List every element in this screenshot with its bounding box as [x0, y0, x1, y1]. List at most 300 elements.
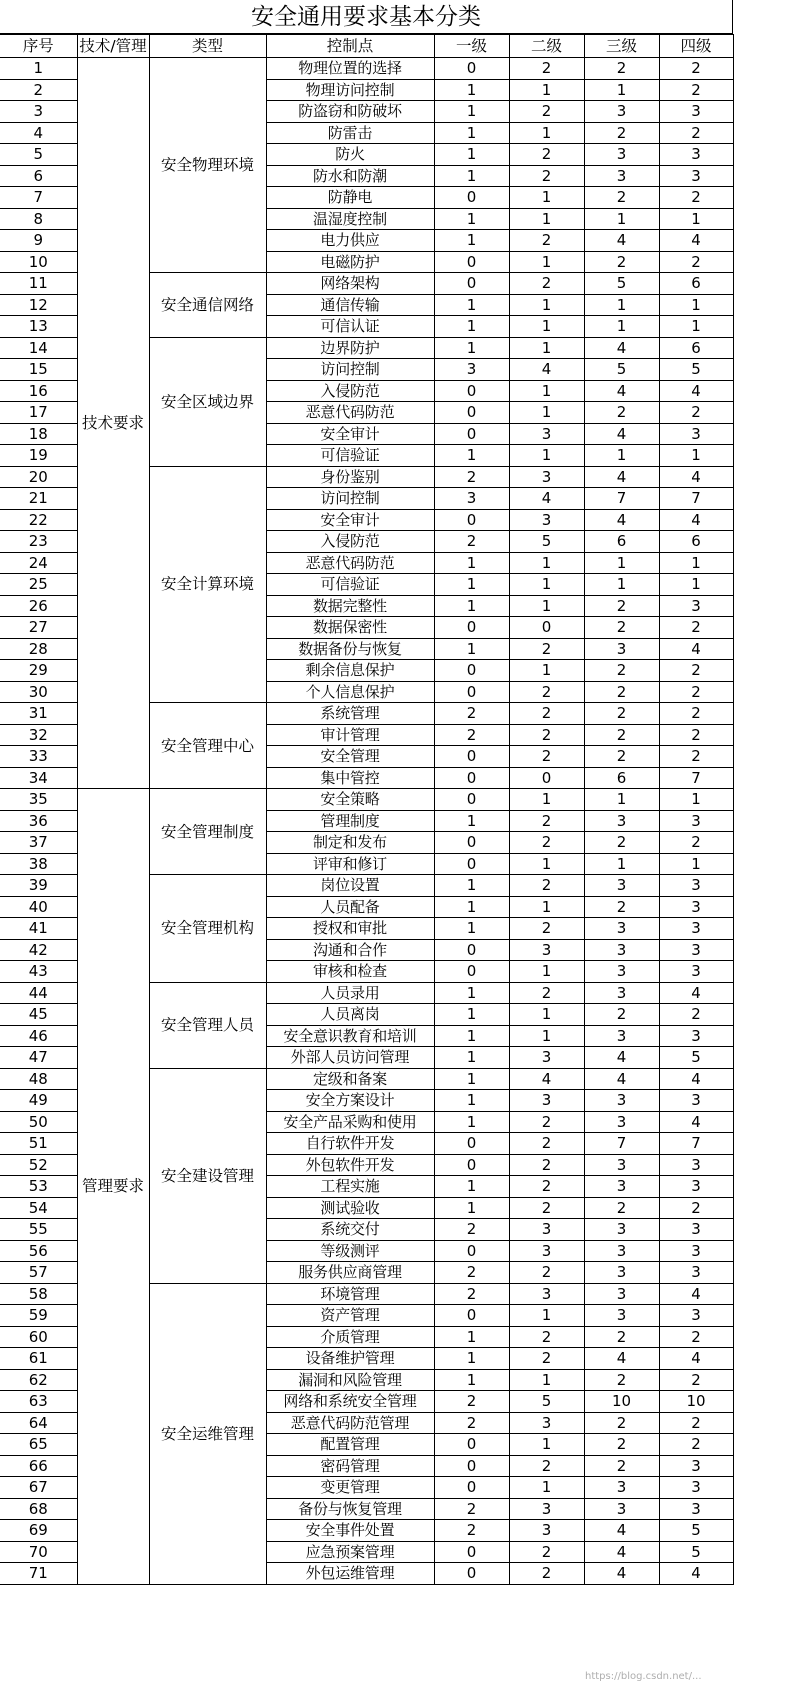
- row-index: 57: [0, 1262, 77, 1284]
- level-2-cell: 1: [509, 660, 584, 682]
- level-1-cell: 0: [434, 1563, 509, 1585]
- level-4-cell: 4: [659, 1348, 733, 1370]
- control-point-cell: 人员录用: [266, 982, 434, 1004]
- classification-table: [0, 34, 734, 1585]
- level-3-cell: 3: [584, 1219, 659, 1241]
- row-index: 41: [0, 918, 77, 940]
- level-3-cell: 2: [584, 595, 659, 617]
- level-3-cell: 1: [584, 445, 659, 467]
- control-point-cell: 可信验证: [266, 445, 434, 467]
- level-1-cell: 1: [434, 1047, 509, 1069]
- level-1-cell: 1: [434, 1111, 509, 1133]
- level-1-cell: 1: [434, 208, 509, 230]
- level-1-cell: 1: [434, 101, 509, 123]
- level-4-cell: 3: [659, 144, 733, 166]
- level-2-cell: 2: [509, 1455, 584, 1477]
- level-1-cell: 1: [434, 1004, 509, 1026]
- row-index: 47: [0, 1047, 77, 1069]
- level-4-cell: 3: [659, 1219, 733, 1241]
- control-point-cell: 设备维护管理: [266, 1348, 434, 1370]
- level-2-cell: 3: [509, 1520, 584, 1542]
- row-index: 64: [0, 1412, 77, 1434]
- level-4-cell: 1: [659, 294, 733, 316]
- level-4-cell: 2: [659, 703, 733, 725]
- level-4-cell: 3: [659, 1262, 733, 1284]
- level-3-cell: 1: [584, 789, 659, 811]
- level-1-cell: 1: [434, 1068, 509, 1090]
- row-index: 53: [0, 1176, 77, 1198]
- level-4-cell: 3: [659, 1025, 733, 1047]
- row-index: 70: [0, 1541, 77, 1563]
- level-4-cell: 5: [659, 359, 733, 381]
- level-4-cell: 2: [659, 251, 733, 273]
- level-4-cell: 4: [659, 380, 733, 402]
- level-3-cell: 3: [584, 1498, 659, 1520]
- category-cell: 安全通信网络: [149, 273, 266, 338]
- level-3-cell: 2: [584, 187, 659, 209]
- control-point-cell: 审核和检查: [266, 961, 434, 983]
- level-3-cell: 2: [584, 832, 659, 854]
- level-4-cell: 4: [659, 1283, 733, 1305]
- row-index: 58: [0, 1283, 77, 1305]
- level-2-cell: 1: [509, 402, 584, 424]
- row-index: 34: [0, 767, 77, 789]
- header-level-4: 四级: [659, 35, 733, 58]
- level-4-cell: 3: [659, 875, 733, 897]
- level-3-cell: 1: [584, 552, 659, 574]
- level-3-cell: 4: [584, 1047, 659, 1069]
- control-point-cell: 漏洞和风险管理: [266, 1369, 434, 1391]
- level-2-cell: 3: [509, 509, 584, 531]
- level-3-cell: 1: [584, 79, 659, 101]
- level-1-cell: 0: [434, 1434, 509, 1456]
- level-2-cell: 1: [509, 316, 584, 338]
- level-2-cell: 1: [509, 961, 584, 983]
- control-point-cell: 变更管理: [266, 1477, 434, 1499]
- level-3-cell: 2: [584, 1412, 659, 1434]
- level-3-cell: 2: [584, 1326, 659, 1348]
- level-4-cell: 3: [659, 1090, 733, 1112]
- level-3-cell: 1: [584, 208, 659, 230]
- row-index: 49: [0, 1090, 77, 1112]
- level-4-cell: 2: [659, 724, 733, 746]
- level-1-cell: 1: [434, 79, 509, 101]
- level-3-cell: 7: [584, 488, 659, 510]
- level-1-cell: 2: [434, 1262, 509, 1284]
- level-4-cell: 3: [659, 165, 733, 187]
- control-point-cell: 安全审计: [266, 509, 434, 531]
- control-point-cell: 安全产品采购和使用: [266, 1111, 434, 1133]
- level-4-cell: 3: [659, 1498, 733, 1520]
- level-1-cell: 1: [434, 595, 509, 617]
- level-3-cell: 6: [584, 767, 659, 789]
- level-2-cell: 2: [509, 703, 584, 725]
- control-point-cell: 评审和修订: [266, 853, 434, 875]
- row-index: 12: [0, 294, 77, 316]
- level-3-cell: 2: [584, 746, 659, 768]
- row-index: 11: [0, 273, 77, 295]
- level-3-cell: 4: [584, 230, 659, 252]
- level-4-cell: 7: [659, 488, 733, 510]
- control-point-cell: 电磁防护: [266, 251, 434, 273]
- row-index: 18: [0, 423, 77, 445]
- level-2-cell: 1: [509, 380, 584, 402]
- level-3-cell: 3: [584, 875, 659, 897]
- level-1-cell: 1: [434, 294, 509, 316]
- level-4-cell: 3: [659, 918, 733, 940]
- level-2-cell: 2: [509, 1154, 584, 1176]
- control-point-cell: 环境管理: [266, 1283, 434, 1305]
- level-4-cell: 5: [659, 1047, 733, 1069]
- category-cell: 安全管理中心: [149, 703, 266, 789]
- row-index: 60: [0, 1326, 77, 1348]
- level-1-cell: 0: [434, 939, 509, 961]
- level-1-cell: 0: [434, 961, 509, 983]
- control-point-cell: 岗位设置: [266, 875, 434, 897]
- level-1-cell: 1: [434, 918, 509, 940]
- row-index: 19: [0, 445, 77, 467]
- level-3-cell: 6: [584, 531, 659, 553]
- level-2-cell: 4: [509, 488, 584, 510]
- level-1-cell: 2: [434, 1520, 509, 1542]
- level-2-cell: 4: [509, 1068, 584, 1090]
- level-2-cell: 1: [509, 294, 584, 316]
- row-index: 24: [0, 552, 77, 574]
- level-4-cell: 3: [659, 810, 733, 832]
- control-point-cell: 防水和防潮: [266, 165, 434, 187]
- row-index: 39: [0, 875, 77, 897]
- control-point-cell: 密码管理: [266, 1455, 434, 1477]
- level-1-cell: 0: [434, 1477, 509, 1499]
- control-point-cell: 数据完整性: [266, 595, 434, 617]
- level-3-cell: 2: [584, 1369, 659, 1391]
- level-2-cell: 2: [509, 1563, 584, 1585]
- level-2-cell: 1: [509, 208, 584, 230]
- level-2-cell: 3: [509, 1412, 584, 1434]
- level-3-cell: 4: [584, 380, 659, 402]
- control-point-cell: 制定和发布: [266, 832, 434, 854]
- level-4-cell: 4: [659, 509, 733, 531]
- level-1-cell: 1: [434, 552, 509, 574]
- level-1-cell: 2: [434, 1412, 509, 1434]
- row-index: 42: [0, 939, 77, 961]
- row-index: 10: [0, 251, 77, 273]
- level-4-cell: 1: [659, 208, 733, 230]
- level-4-cell: 5: [659, 1520, 733, 1542]
- level-4-cell: 2: [659, 1412, 733, 1434]
- level-3-cell: 2: [584, 660, 659, 682]
- level-4-cell: 3: [659, 1240, 733, 1262]
- level-2-cell: 2: [509, 1197, 584, 1219]
- level-4-cell: 7: [659, 767, 733, 789]
- row-index: 31: [0, 703, 77, 725]
- level-4-cell: 2: [659, 58, 733, 80]
- control-point-cell: 通信传输: [266, 294, 434, 316]
- level-2-cell: 1: [509, 122, 584, 144]
- level-1-cell: 2: [434, 703, 509, 725]
- level-3-cell: 4: [584, 337, 659, 359]
- header-level-2: 二级: [509, 35, 584, 58]
- level-2-cell: 2: [509, 230, 584, 252]
- level-3-cell: 4: [584, 1563, 659, 1585]
- control-point-cell: 定级和备案: [266, 1068, 434, 1090]
- control-point-cell: 访问控制: [266, 488, 434, 510]
- level-1-cell: 0: [434, 273, 509, 295]
- control-point-cell: 授权和审批: [266, 918, 434, 940]
- table-title: 安全通用要求基本分类: [0, 0, 733, 34]
- level-4-cell: 6: [659, 273, 733, 295]
- level-1-cell: 3: [434, 359, 509, 381]
- control-point-cell: 系统管理: [266, 703, 434, 725]
- level-2-cell: 3: [509, 1090, 584, 1112]
- level-3-cell: 5: [584, 359, 659, 381]
- level-1-cell: 0: [434, 1541, 509, 1563]
- level-4-cell: 4: [659, 466, 733, 488]
- level-4-cell: 2: [659, 1369, 733, 1391]
- level-3-cell: 2: [584, 681, 659, 703]
- level-4-cell: 2: [659, 660, 733, 682]
- level-2-cell: 3: [509, 1283, 584, 1305]
- level-2-cell: 0: [509, 617, 584, 639]
- level-4-cell: 2: [659, 1004, 733, 1026]
- level-2-cell: 1: [509, 595, 584, 617]
- level-2-cell: 1: [509, 789, 584, 811]
- level-3-cell: 3: [584, 1477, 659, 1499]
- level-1-cell: 1: [434, 574, 509, 596]
- level-2-cell: 2: [509, 144, 584, 166]
- category-cell: 安全区域边界: [149, 337, 266, 466]
- control-point-cell: 身份鉴别: [266, 466, 434, 488]
- level-1-cell: 1: [434, 896, 509, 918]
- level-2-cell: 2: [509, 724, 584, 746]
- row-index: 28: [0, 638, 77, 660]
- level-4-cell: 5: [659, 1541, 733, 1563]
- control-point-cell: 安全审计: [266, 423, 434, 445]
- row-index: 23: [0, 531, 77, 553]
- level-4-cell: 2: [659, 187, 733, 209]
- level-3-cell: 2: [584, 896, 659, 918]
- row-index: 43: [0, 961, 77, 983]
- control-point-cell: 服务供应商管理: [266, 1262, 434, 1284]
- header-tech-mgmt: 技术/管理: [77, 35, 149, 58]
- group-cell: 管理要求: [77, 789, 149, 1585]
- row-index: 63: [0, 1391, 77, 1413]
- level-3-cell: 4: [584, 1541, 659, 1563]
- level-2-cell: 2: [509, 1133, 584, 1155]
- level-3-cell: 3: [584, 144, 659, 166]
- control-point-cell: 物理位置的选择: [266, 58, 434, 80]
- level-2-cell: 5: [509, 1391, 584, 1413]
- control-point-cell: 系统交付: [266, 1219, 434, 1241]
- level-4-cell: 1: [659, 552, 733, 574]
- row-index: 61: [0, 1348, 77, 1370]
- level-1-cell: 0: [434, 617, 509, 639]
- level-1-cell: 2: [434, 1219, 509, 1241]
- level-2-cell: 1: [509, 79, 584, 101]
- level-4-cell: 6: [659, 531, 733, 553]
- level-4-cell: 2: [659, 1197, 733, 1219]
- level-4-cell: 4: [659, 982, 733, 1004]
- level-2-cell: 3: [509, 1240, 584, 1262]
- level-2-cell: 2: [509, 58, 584, 80]
- control-point-cell: 配置管理: [266, 1434, 434, 1456]
- level-2-cell: 3: [509, 423, 584, 445]
- level-2-cell: 1: [509, 1434, 584, 1456]
- level-4-cell: 1: [659, 574, 733, 596]
- level-1-cell: 0: [434, 660, 509, 682]
- row-index: 5: [0, 144, 77, 166]
- level-3-cell: 1: [584, 853, 659, 875]
- level-4-cell: 2: [659, 1326, 733, 1348]
- level-4-cell: 7: [659, 1133, 733, 1155]
- row-index: 71: [0, 1563, 77, 1585]
- level-3-cell: 3: [584, 1025, 659, 1047]
- level-4-cell: 2: [659, 832, 733, 854]
- level-3-cell: 5: [584, 273, 659, 295]
- row-index: 21: [0, 488, 77, 510]
- level-2-cell: 1: [509, 1369, 584, 1391]
- level-4-cell: 4: [659, 1111, 733, 1133]
- level-1-cell: 0: [434, 853, 509, 875]
- level-3-cell: 3: [584, 961, 659, 983]
- level-3-cell: 2: [584, 617, 659, 639]
- level-3-cell: 2: [584, 1197, 659, 1219]
- level-3-cell: 3: [584, 1305, 659, 1327]
- row-index: 69: [0, 1520, 77, 1542]
- row-index: 26: [0, 595, 77, 617]
- level-3-cell: 2: [584, 251, 659, 273]
- level-1-cell: 2: [434, 1283, 509, 1305]
- row-index: 50: [0, 1111, 77, 1133]
- header-index: 序号: [0, 35, 77, 58]
- control-point-cell: 温湿度控制: [266, 208, 434, 230]
- control-point-cell: 数据备份与恢复: [266, 638, 434, 660]
- control-point-cell: 个人信息保护: [266, 681, 434, 703]
- level-4-cell: 3: [659, 939, 733, 961]
- level-1-cell: 1: [434, 1369, 509, 1391]
- level-3-cell: 2: [584, 122, 659, 144]
- level-4-cell: 3: [659, 1176, 733, 1198]
- table-row: [0, 789, 733, 811]
- level-1-cell: 1: [434, 810, 509, 832]
- level-1-cell: 0: [434, 1154, 509, 1176]
- level-2-cell: 5: [509, 531, 584, 553]
- category-cell: 安全管理机构: [149, 875, 266, 983]
- category-cell: 安全管理人员: [149, 982, 266, 1068]
- row-index: 45: [0, 1004, 77, 1026]
- control-point-cell: 等级测评: [266, 1240, 434, 1262]
- control-point-cell: 恶意代码防范: [266, 552, 434, 574]
- control-point-cell: 测试验收: [266, 1197, 434, 1219]
- level-2-cell: 2: [509, 273, 584, 295]
- control-point-cell: 介质管理: [266, 1326, 434, 1348]
- level-3-cell: 4: [584, 466, 659, 488]
- level-2-cell: 3: [509, 1498, 584, 1520]
- row-index: 37: [0, 832, 77, 854]
- control-point-cell: 人员配备: [266, 896, 434, 918]
- row-index: 38: [0, 853, 77, 875]
- control-point-cell: 电力供应: [266, 230, 434, 252]
- level-4-cell: 6: [659, 337, 733, 359]
- level-2-cell: 2: [509, 832, 584, 854]
- level-2-cell: 1: [509, 187, 584, 209]
- level-2-cell: 2: [509, 1111, 584, 1133]
- control-point-cell: 防火: [266, 144, 434, 166]
- level-2-cell: 2: [509, 875, 584, 897]
- level-4-cell: 4: [659, 638, 733, 660]
- level-3-cell: 1: [584, 574, 659, 596]
- control-point-cell: 审计管理: [266, 724, 434, 746]
- level-1-cell: 0: [434, 58, 509, 80]
- level-2-cell: 2: [509, 101, 584, 123]
- category-cell: 安全管理制度: [149, 789, 266, 875]
- level-3-cell: 3: [584, 1090, 659, 1112]
- row-index: 67: [0, 1477, 77, 1499]
- level-1-cell: 1: [434, 1348, 509, 1370]
- header-control-point: 控制点: [266, 35, 434, 58]
- level-1-cell: 0: [434, 789, 509, 811]
- control-point-cell: 安全策略: [266, 789, 434, 811]
- level-4-cell: 2: [659, 681, 733, 703]
- control-point-cell: 安全事件处置: [266, 1520, 434, 1542]
- row-index: 20: [0, 466, 77, 488]
- row-index: 8: [0, 208, 77, 230]
- level-1-cell: 2: [434, 531, 509, 553]
- level-3-cell: 2: [584, 1004, 659, 1026]
- level-1-cell: 0: [434, 402, 509, 424]
- control-point-cell: 数据保密性: [266, 617, 434, 639]
- level-1-cell: 1: [434, 638, 509, 660]
- control-point-cell: 剩余信息保护: [266, 660, 434, 682]
- control-point-cell: 网络和系统安全管理: [266, 1391, 434, 1413]
- level-3-cell: 3: [584, 1111, 659, 1133]
- level-4-cell: 3: [659, 896, 733, 918]
- level-1-cell: 2: [434, 1391, 509, 1413]
- row-index: 7: [0, 187, 77, 209]
- level-2-cell: 1: [509, 251, 584, 273]
- row-index: 55: [0, 1219, 77, 1241]
- control-point-cell: 可信验证: [266, 574, 434, 596]
- row-index: 56: [0, 1240, 77, 1262]
- header-level-1: 一级: [434, 35, 509, 58]
- row-index: 59: [0, 1305, 77, 1327]
- table-row: [0, 58, 733, 80]
- header-type: 类型: [149, 35, 266, 58]
- row-index: 54: [0, 1197, 77, 1219]
- level-1-cell: 0: [434, 1305, 509, 1327]
- level-4-cell: 3: [659, 1154, 733, 1176]
- level-4-cell: 2: [659, 402, 733, 424]
- level-3-cell: 2: [584, 58, 659, 80]
- level-2-cell: 1: [509, 1477, 584, 1499]
- level-1-cell: 0: [434, 681, 509, 703]
- level-2-cell: 1: [509, 552, 584, 574]
- row-index: 9: [0, 230, 77, 252]
- level-1-cell: 0: [434, 509, 509, 531]
- control-point-cell: 人员离岗: [266, 1004, 434, 1026]
- level-3-cell: 10: [584, 1391, 659, 1413]
- level-1-cell: 0: [434, 1455, 509, 1477]
- level-4-cell: 3: [659, 423, 733, 445]
- level-4-cell: 4: [659, 1563, 733, 1585]
- level-3-cell: 7: [584, 1133, 659, 1155]
- control-point-cell: 防静电: [266, 187, 434, 209]
- level-1-cell: 1: [434, 982, 509, 1004]
- level-2-cell: 1: [509, 1004, 584, 1026]
- level-1-cell: 1: [434, 1176, 509, 1198]
- control-point-cell: 物理访问控制: [266, 79, 434, 101]
- level-3-cell: 2: [584, 1434, 659, 1456]
